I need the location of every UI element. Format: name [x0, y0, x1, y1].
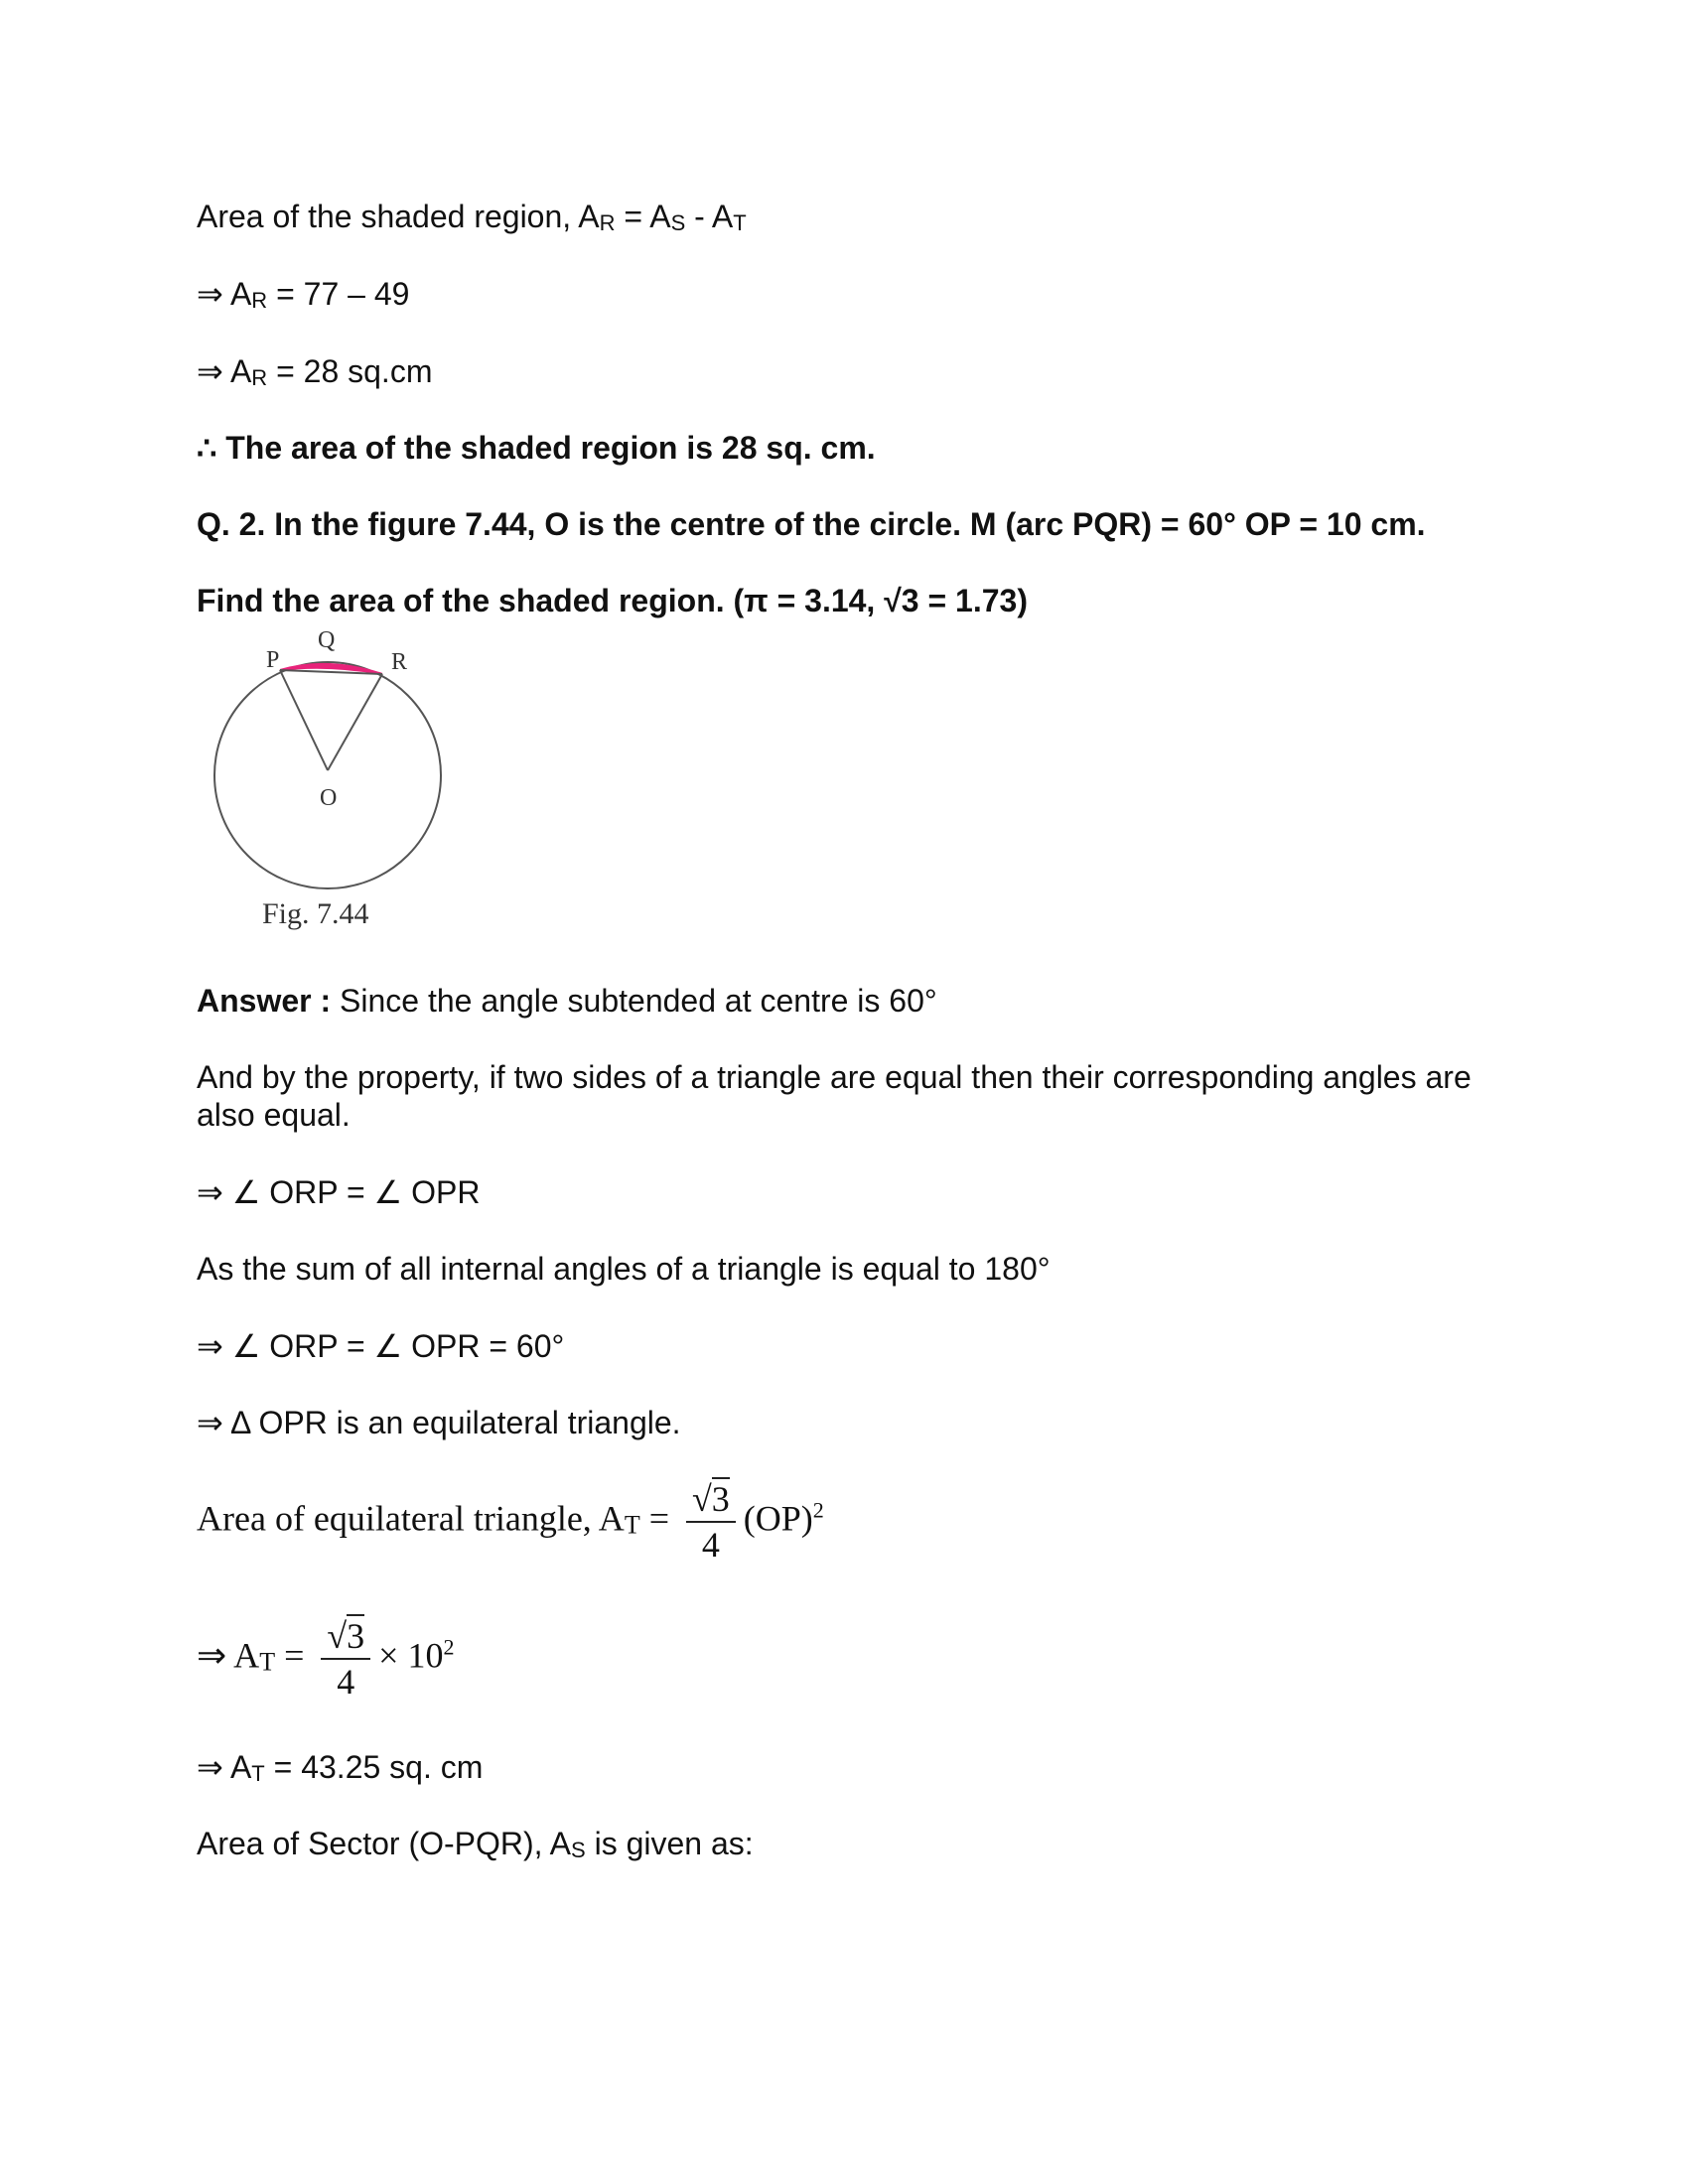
equals-sign: = [639, 1498, 679, 1539]
triangle-area-substitution [197, 1614, 454, 1704]
answer-label: Answer : [197, 983, 332, 1019]
formula-text: = A [615, 199, 671, 234]
triangle-area-result [197, 1747, 483, 1794]
property-paragraph: And by the property, if two sides of a triangle are equal then their corresponding angles are also equal. [197, 1059, 1472, 1133]
step-text: = 28 sq.cm [267, 353, 433, 389]
conclusion-q1: ∴ The area of the shaded region is 28 sq. cm. [197, 430, 876, 466]
circle-figure [197, 623, 475, 941]
exponent: 2 [443, 1634, 455, 1660]
exponent: 2 [812, 1497, 824, 1523]
fraction-root3-over-4 [686, 1477, 736, 1567]
question-2-line-1: Q. 2. In the figure 7.44, O is the centre of the circle. M (arc PQR) = 60° OP = 10 cm. [197, 506, 1426, 542]
angle-sum-statement: As the sum of all internal angles of a triangle is equal to 180° [197, 1251, 1051, 1287]
subscript: T [251, 1761, 265, 1786]
subscript: S [571, 1838, 586, 1862]
shaded-area-step-1 [197, 274, 409, 321]
radius-or [328, 674, 382, 770]
sector-area-intro [197, 1824, 754, 1870]
subscript: T [259, 1647, 276, 1677]
radicand: 3 [711, 1479, 730, 1519]
fraction-root3-over-4 [321, 1614, 370, 1704]
subscript: R [599, 210, 616, 235]
fraction-numerator: √3 [686, 1477, 736, 1523]
label-o: O [320, 785, 338, 811]
step-text: ⇒ A [197, 1749, 252, 1785]
label-q: Q [318, 627, 336, 653]
formula-text: - A [685, 199, 734, 234]
formula-text: Area of equilateral triangle, A [197, 1498, 625, 1539]
subscript: T [624, 1510, 640, 1540]
radicand: 3 [347, 1616, 365, 1656]
step-text: = 77 – 49 [267, 276, 410, 312]
equilateral-area-formula [197, 1477, 824, 1567]
subscript: R [251, 365, 268, 390]
question-2-line-2: Find the area of the shaded region. (π = 3.14, √3 = 1.73) [197, 583, 1028, 618]
shaded-area-formula [197, 197, 747, 243]
subscript: T [733, 210, 747, 235]
subscript: S [670, 210, 686, 235]
angles-60-step: ⇒ ∠ ORP = ∠ OPR = 60° [197, 1328, 565, 1364]
formula-text: (OP) [743, 1498, 813, 1539]
equilateral-step: ⇒ Δ OPR is an equilateral triangle. [197, 1405, 681, 1440]
formula-text: × 10 [378, 1635, 444, 1676]
step-text: ⇒ A [197, 276, 252, 312]
step-text: Area of Sector (O-PQR), A [197, 1826, 571, 1861]
step-text: is given as: [585, 1826, 754, 1861]
circle-diagram [197, 623, 475, 941]
label-p: P [266, 647, 280, 673]
step-text: = 43.25 sq. cm [264, 1749, 484, 1785]
shaded-area-step-2 [197, 351, 432, 398]
angles-equal-step: ⇒ ∠ ORP = ∠ OPR [197, 1174, 481, 1210]
answer-line [197, 981, 937, 1021]
equals-sign: = [275, 1635, 314, 1676]
formula-text: Area of the shaded region, A [197, 199, 600, 234]
step-text: ⇒ A [197, 353, 252, 389]
circle-outline [214, 662, 441, 888]
fraction-denominator: 4 [701, 1525, 720, 1565]
fraction-numerator: √3 [321, 1614, 370, 1660]
formula-text: ⇒ A [197, 1635, 260, 1676]
fraction-denominator: 4 [337, 1662, 355, 1702]
subscript: R [251, 288, 268, 313]
figure-caption: Fig. 7.44 [262, 897, 369, 930]
label-r: R [391, 649, 408, 675]
answer-text: Since the angle subtended at centre is 60° [331, 983, 937, 1019]
radius-op [280, 670, 328, 770]
